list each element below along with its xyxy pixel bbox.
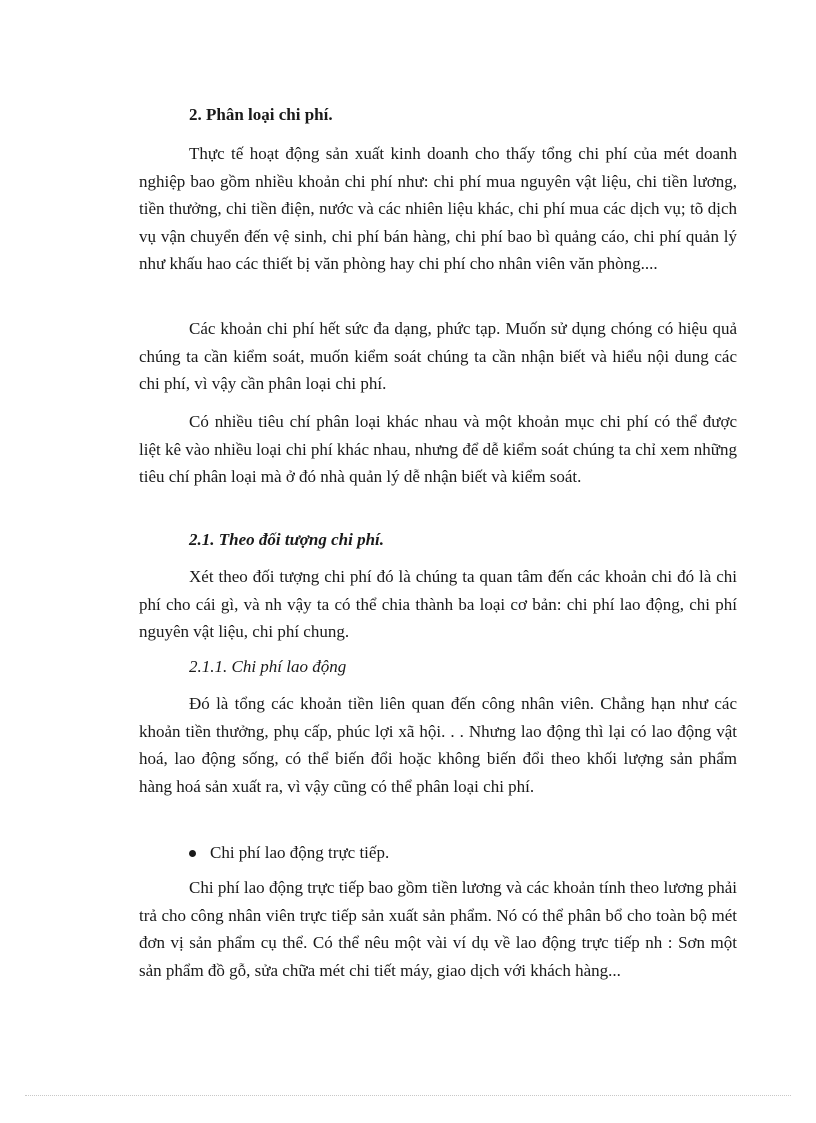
paragraph-4: Xét theo đối tượng chi phí đó là chúng ta quan tâm đến các khoản chi đó là chi phí cho cái gì, và nh vậy ta có thể chia thành ba loại cơ bản: chi phí lao động, chi phí nguyên vật liệu, chi phí chung. bbox=[139, 567, 737, 641]
paragraph-2: Các khoản chi phí hết sức đa dạng, phức tạp. Muốn sử dụng chóng có hiệu quả chúng ta cần kiểm soát, muốn kiểm soát chúng ta cần nhận biết và hiểu nội dung các chi phí, vì vậy cần phân loại chi phí. bbox=[139, 319, 737, 393]
page-bottom-divider bbox=[25, 1095, 791, 1096]
subsection-heading: 2.1. Theo đối tượng chi phí. bbox=[189, 530, 384, 549]
paragraph-1: Thực tế hoạt động sản xuất kinh doanh cho thấy tổng chi phí của mét doanh nghiệp bao gồm nhiều khoản chi phí như: chi phí mua nguyên vật liệu, chi tiền lương, tiền thưởng, chi tiền điện, nước và các nhiên liệu khác, chi phí mua các dịch vụ; tõ dịch vụ vận chuyển đến vệ sinh, chi phí bán hàng, chi phí bao bì quảng cáo, chi phí quản lý như khấu hao các thiết bị văn phòng hay chi phí cho nhân viên văn phòng.... bbox=[139, 144, 737, 273]
section-heading: 2. Phân loại chi phí. bbox=[189, 105, 333, 124]
bullet-icon bbox=[189, 850, 196, 857]
bullet-text: Chi phí lao động trực tiếp. bbox=[210, 843, 390, 862]
paragraph-5: Đó là tổng các khoản tiền liên quan đến công nhân viên. Chẳng hạn như các khoản tiền thưởng, phụ cấp, phúc lợi xã hội. . . Nhưng lao động thì lại có lao động vật hoá, lao động sống, có thể biến đổi hoặc không biến đổi theo khối lượng sản phẩm hàng hoá sản xuất ra, vì vậy cũng có thể phân loại chi phí. bbox=[139, 694, 737, 796]
paragraph-6: Chi phí lao động trực tiếp bao gồm tiền lương và các khoản tính theo lương phải trả cho công nhân viên trực tiếp sản xuất sản phẩm. Nó có thể phân bổ cho toàn bộ mét đơn vị sản phẩm cụ thể. Có thể nêu một vài ví dụ về lao động trực tiếp nh : Sơn một sản phẩm đồ gỗ, sửa chữa mét chi tiết máy, giao dịch với khách hàng... bbox=[139, 878, 737, 980]
subsubsection-heading: 2.1.1. Chi phí lao động bbox=[189, 657, 347, 676]
paragraph-3: Có nhiều tiêu chí phân loại khác nhau và một khoản mục chi phí có thể được liệt kê vào nhiều loại chi phí khác nhau, nhưng để dễ kiểm soát chúng ta chỉ xem những tiêu chí phân loại mà ở đó nhà quản lý dễ nhận biết và kiểm soát. bbox=[139, 412, 737, 486]
bullet-item bbox=[189, 843, 389, 863]
